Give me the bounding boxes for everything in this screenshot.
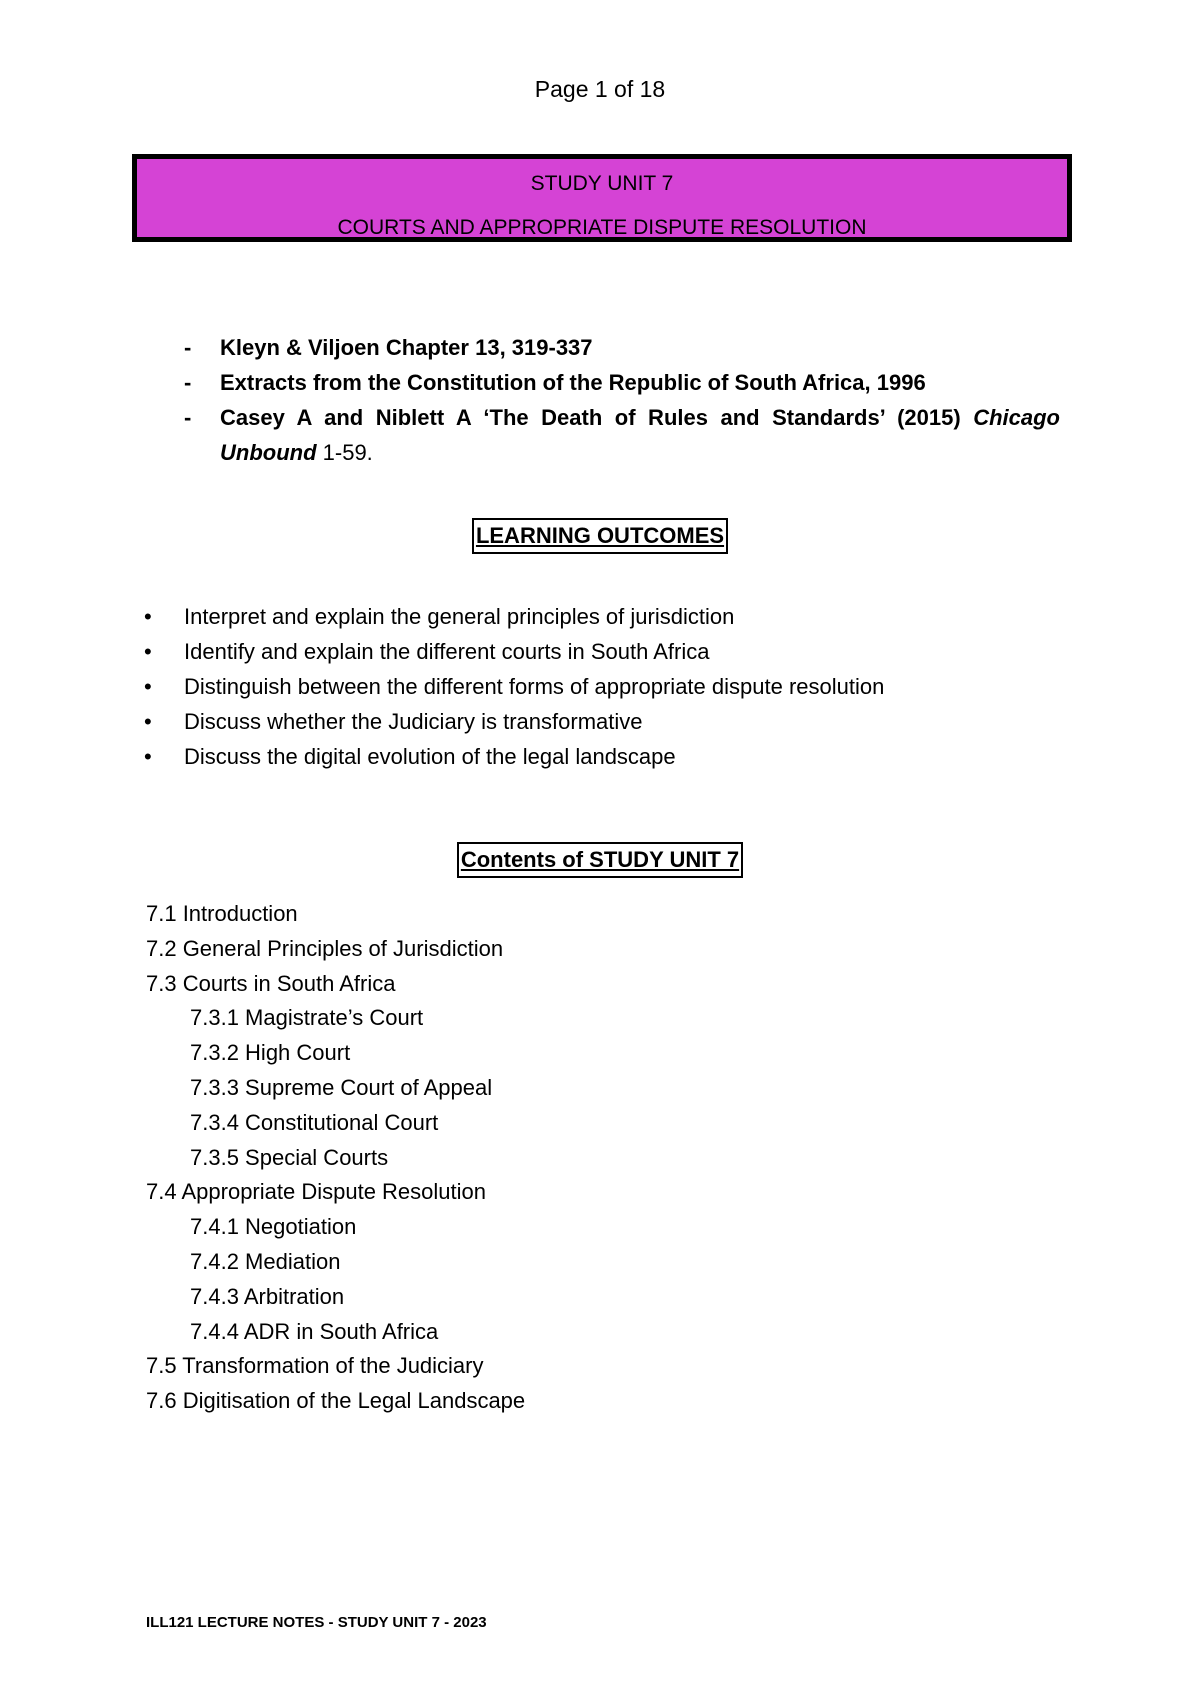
- page-number: Page 1 of 18: [534, 76, 666, 102]
- learning-outcome-text: Discuss the digital evolution of the legal landscape: [184, 744, 676, 769]
- learning-outcomes-heading-wrap: [0, 518, 1200, 554]
- dash-marker: -: [184, 370, 192, 395]
- toc-subsection: 7.4.3 Arbitration: [190, 1283, 345, 1309]
- learning-outcome-text: Distinguish between the different forms of appropriate dispute resolution: [184, 674, 885, 699]
- learning-outcomes-list: [140, 599, 884, 774]
- learning-outcome-item: [140, 634, 884, 669]
- toc-subsection: 7.3.2 High Court: [190, 1040, 351, 1066]
- study-unit-title: COURTS AND APPROPRIATE DISPUTE RESOLUTION: [337, 216, 867, 239]
- toc-subsection: 7.3.1 Magistrate’s Court: [190, 1005, 424, 1031]
- toc-section: 7.6 Digitisation of the Legal Landscape: [146, 1388, 526, 1414]
- dash-marker: -: [184, 335, 192, 360]
- learning-outcome-item: [140, 704, 884, 739]
- bullet-icon: •: [144, 639, 152, 664]
- toc-section: 7.3 Courts in South Africa: [146, 970, 396, 996]
- toc-section: 7.4 Appropriate Dispute Resolution: [146, 1179, 486, 1205]
- reference-item: [184, 330, 1060, 365]
- learning-outcomes-heading: LEARNING OUTCOMES: [472, 518, 728, 554]
- reference-pages: 1-59.: [316, 440, 373, 465]
- bullet-icon: •: [144, 674, 152, 699]
- toc-subsection: 7.3.4 Constitutional Court: [190, 1109, 439, 1135]
- toc-subsection: 7.3.5 Special Courts: [190, 1144, 389, 1170]
- toc-subsection: 7.3.3 Supreme Court of Appeal: [190, 1074, 493, 1100]
- learning-outcome-item: [140, 599, 884, 634]
- learning-outcome-text: Interpret and explain the general principles of jurisdiction: [184, 604, 735, 629]
- toc-section: 7.5 Transformation of the Judiciary: [146, 1353, 484, 1379]
- reading-references: [184, 330, 1060, 470]
- learning-outcome-item: [140, 669, 884, 704]
- bullet-icon: •: [144, 604, 152, 629]
- toc-section: 7.1 Introduction: [146, 901, 298, 926]
- dash-marker: -: [184, 405, 192, 430]
- study-unit-title-box: [132, 154, 1072, 242]
- reference-text: Casey A and Niblett A ‘The Death of Rules and Standards’ (2015): [220, 405, 961, 430]
- learning-outcome-text: Identify and explain the different courts in South Africa: [184, 639, 710, 664]
- reference-journal: Chicago Unbound: [220, 405, 1060, 465]
- toc-subsection: 7.4.4 ADR in South Africa: [190, 1318, 439, 1344]
- toc-section: 7.2 General Principles of Jurisdiction: [146, 935, 504, 961]
- contents-heading-wrap: [0, 842, 1200, 878]
- table-of-contents: [146, 897, 525, 1419]
- bullet-icon: •: [144, 744, 152, 769]
- learning-outcome-item: [140, 739, 884, 774]
- study-unit-number: STUDY UNIT 7: [530, 172, 674, 195]
- bullet-icon: •: [144, 709, 152, 734]
- contents-heading: Contents of STUDY UNIT 7: [457, 842, 743, 878]
- reference-item: [184, 365, 1060, 400]
- reference-text: Kleyn & Viljoen Chapter 13, 319-337: [220, 335, 593, 360]
- reference-text: Extracts from the Constitution of the Republic of South Africa, 1996: [220, 370, 926, 395]
- reference-item: [184, 400, 1060, 470]
- toc-subsection: 7.4.2 Mediation: [190, 1248, 341, 1274]
- page-footer: ILL121 LECTURE NOTES - STUDY UNIT 7 - 2023: [146, 1614, 487, 1631]
- learning-outcome-text: Discuss whether the Judiciary is transformative: [184, 709, 643, 734]
- toc-subsection: 7.4.1 Negotiation: [190, 1214, 357, 1240]
